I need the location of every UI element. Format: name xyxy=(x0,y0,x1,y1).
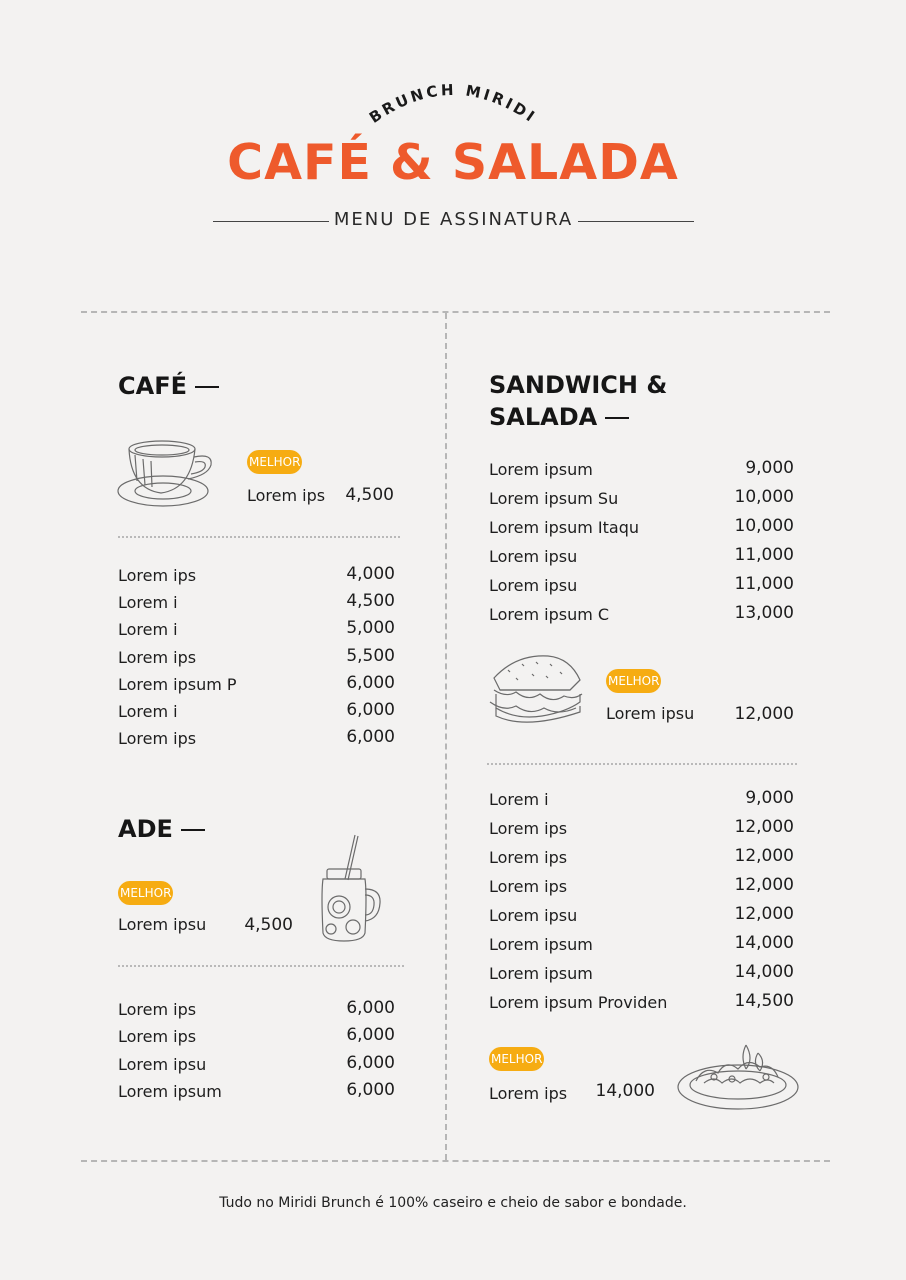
title-dash xyxy=(195,386,219,388)
sandwich-item-price: 11,000 xyxy=(734,545,794,565)
best-badge: MELHOR xyxy=(489,1047,544,1071)
sandwich-featured-name: Lorem ipsu xyxy=(606,704,695,723)
ade-item-price: 6,000 xyxy=(346,1079,395,1100)
salad-plate-icon xyxy=(674,1035,804,1115)
column-divider xyxy=(445,313,447,1160)
page-title: CAFÉ & SALADA xyxy=(227,134,679,191)
sandwich-item-price: 9,000 xyxy=(745,458,794,478)
salad-featured-price: 14,000 xyxy=(595,1081,655,1101)
cafe-item-name: Lorem ipsum P xyxy=(118,674,237,694)
best-badge: MELHOR xyxy=(118,881,173,905)
salad-item-name: Lorem ips xyxy=(489,877,568,896)
salad-item-name: Lorem ipsum xyxy=(489,935,593,954)
salad-item-name: Lorem ips xyxy=(489,819,568,838)
cafe-item-name: Lorem ips xyxy=(118,647,197,667)
salad-item-price: 14,000 xyxy=(734,933,794,953)
ade-title-text: ADE xyxy=(118,815,173,843)
salad-item-price: 12,000 xyxy=(734,846,794,866)
salad-featured-name: Lorem ips xyxy=(489,1084,568,1103)
ade-section-title xyxy=(118,813,205,845)
best-badge: MELHOR xyxy=(247,450,302,474)
cafe-item-name: Lorem ips xyxy=(118,566,197,585)
sandwich-featured-price: 12,000 xyxy=(734,704,794,724)
salad-item-name: Lorem ipsu xyxy=(489,906,578,925)
sandwich-icon xyxy=(486,650,586,732)
salad-item-name: Lorem ipsum xyxy=(489,964,593,983)
title-dash xyxy=(605,417,629,419)
cafe-section-title xyxy=(118,370,219,402)
cafe-item-price: 5,500 xyxy=(346,645,395,666)
salad-item-name: Lorem ips xyxy=(489,848,568,867)
sandwich-title-line1: SANDWICH & xyxy=(489,371,668,399)
salad-item-name: Lorem i xyxy=(489,790,549,809)
brand-name: BRUNCH MIRIDI xyxy=(365,80,541,127)
coffee-cup-icon xyxy=(115,435,215,513)
sandwich-item-name: Lorem ipsum C xyxy=(489,605,610,624)
cafe-item-price: 6,000 xyxy=(346,727,395,748)
brand-arc xyxy=(0,78,906,138)
cafe-item-name: Lorem i xyxy=(118,620,178,640)
cafe-item-price: 4,500 xyxy=(346,591,395,612)
salad-item-price: 12,000 xyxy=(734,904,794,924)
ade-featured-price: 4,500 xyxy=(244,915,293,935)
ade-item-price: 6,000 xyxy=(346,1025,395,1046)
svg-text:BRUNCH MIRIDI xyxy=(366,81,540,127)
sandwich-item-name: Lorem ipsu xyxy=(489,576,578,595)
ade-item-name: Lorem ipsu xyxy=(118,1054,207,1074)
salad-item-price: 12,000 xyxy=(734,817,794,837)
sandwich-item-price: 13,000 xyxy=(734,603,794,623)
ade-featured-name: Lorem ipsu xyxy=(118,915,207,934)
ade-item-name: Lorem ipsum xyxy=(118,1081,222,1101)
ade-item-price: 6,000 xyxy=(346,998,395,1018)
best-badge: MELHOR xyxy=(606,669,661,693)
sandwich-title-line2: SALADA xyxy=(489,403,598,431)
ade-item-name: Lorem ips xyxy=(118,1000,197,1019)
sandwich-item-price: 10,000 xyxy=(734,516,794,536)
cafe-item-name: Lorem i xyxy=(118,593,178,613)
ade-item-divider xyxy=(118,965,404,967)
cafe-item-price: 6,000 xyxy=(346,700,395,720)
cafe-item-name: Lorem i xyxy=(118,702,178,721)
cafe-item-divider xyxy=(118,536,400,538)
salad-item-price: 14,500 xyxy=(734,991,794,1011)
sandwich-item-name: Lorem ipsum Su xyxy=(489,489,619,508)
sandwich-item-divider xyxy=(487,763,797,765)
top-divider xyxy=(81,311,830,313)
cafe-featured-name: Lorem ips xyxy=(247,486,326,505)
ade-item-price: 6,000 xyxy=(346,1052,395,1073)
sandwich-item-price: 11,000 xyxy=(734,574,794,594)
sandwich-item-name: Lorem ipsum xyxy=(489,460,593,479)
sandwich-item-name: Lorem ipsu xyxy=(489,547,578,566)
cafe-featured-price: 4,500 xyxy=(345,485,394,505)
ade-featured-badge-wrap xyxy=(118,881,173,905)
sandwich-item-price: 10,000 xyxy=(734,487,794,507)
salad-item-price: 9,000 xyxy=(745,788,794,808)
bottom-divider xyxy=(81,1160,830,1162)
salad-item-price: 12,000 xyxy=(734,875,794,895)
cafe-item-name: Lorem ips xyxy=(118,729,197,749)
subtitle: MENU DE ASSINATURA xyxy=(333,209,574,230)
sandwich-featured-badge-wrap xyxy=(606,669,661,693)
footer-note: Tudo no Miridi Brunch é 100% caseiro e cheio de sabor e bondade. xyxy=(219,1195,687,1211)
cafe-item-price: 5,000 xyxy=(346,618,395,639)
salad-featured-badge-wrap xyxy=(489,1047,544,1071)
mason-jar-drink-icon xyxy=(315,833,385,945)
cafe-item-price: 6,000 xyxy=(346,672,395,693)
cafe-featured-badge-wrap xyxy=(247,450,302,474)
salad-item-price: 14,000 xyxy=(734,962,794,982)
ade-item-name: Lorem ips xyxy=(118,1027,197,1047)
salad-item-name: Lorem ipsum Providen xyxy=(489,993,668,1012)
cafe-title-text: CAFÉ xyxy=(118,372,187,400)
sandwich-section-title xyxy=(489,369,667,433)
subtitle-row xyxy=(213,207,694,235)
cafe-item-price: 4,000 xyxy=(346,564,395,584)
sandwich-item-name: Lorem ipsum Itaqu xyxy=(489,518,640,537)
title-dash xyxy=(181,829,205,831)
